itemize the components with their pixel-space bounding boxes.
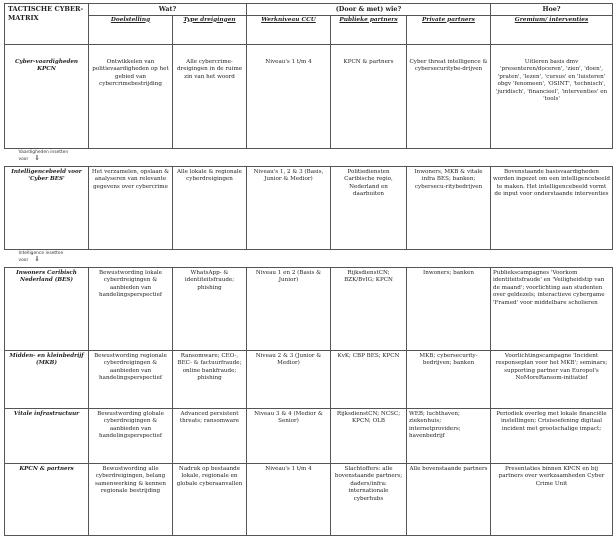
table-cell: Niveau's 1 t/m 4 — [247, 44, 331, 148]
separator-label: Vaardigheden insetten voor ⇓ — [18, 149, 69, 163]
table-cell: Politiediensten Caribische regio, Nederland en daarbuiten — [331, 166, 407, 249]
row-label: Midden- en kleinbedrijf (MKB) — [5, 350, 89, 408]
table-cell: Inwoners, MKB & vitale infra BES; banken; cybersecu-ritybedrijven — [407, 166, 491, 249]
table-cell: RijksdienstCN; BZK/BvIG; KPCN — [331, 267, 407, 350]
table-cell: RijksdienstCN; NCSC; KPCN; OLB — [331, 408, 407, 463]
table-cell: Voorlichtingscampagne 'Incident responseplan voor het MKB'; seminars; supporting partner van Europol's NoMoreRansom-initiatief — [491, 350, 613, 408]
table-cell: Nadruk op bestaande lokale, regionale en globale cyberaanvallen — [173, 463, 247, 535]
table-cell: Bovenstaande basisvaardigheden worden ingezet om een intelligencebeeld te maken. Het intelligencebeeld vormt de input voor onderstaande interventies — [491, 166, 613, 249]
column-header-private-partners: Private partners — [407, 15, 491, 44]
matrix-title: TACTISCHE CYBER- MATRIX — [5, 4, 89, 45]
table-row — [5, 463, 613, 535]
table-cell: Bewustwording globale cyberdreigingen & aanbieden van handelingsperspectief — [89, 408, 173, 463]
table-cell: KPCN & partners — [331, 44, 407, 148]
table-cell: Advanced persistent threats; ransomware — [173, 408, 247, 463]
table-cell: Bewustwording alle cyberdreigingen, belang samenwerking & kennen regionale bestrijding — [89, 463, 173, 535]
row-label: Inwoners Caribisch Nederland (BES) — [5, 267, 89, 350]
table-cell: Niveau 3 & 4 (Medior & Senior) — [247, 408, 331, 463]
table-cell: Publiekscampagnes 'Voorkom identiteitsfraude' en 'Veiligheidstip van de maand'; voorlichting aan studenten over geldezels; interactieve cybergame 'Framed' voor middelbare scholieren — [491, 267, 613, 350]
table-cell: Alle bovenstaande partners — [407, 463, 491, 535]
table-cell: Uitleren basis dmv 'presenteren/doceren', 'zien', 'doen', 'praten', 'lezen', 'cursus' en 'luisteren' obgv 'fenomeen', 'OSINT', 'technisch', 'juridisch', 'financieel', 'interventies' en 'tools' — [491, 44, 613, 148]
separator-label: Intelligence insetten voor ⇓ — [18, 250, 64, 264]
table-cell: Alle cybercrime-dreigingen in de ruime zin van het woord — [173, 44, 247, 148]
cyber-matrix-table — [4, 3, 613, 536]
table-cell: Cyber threat intelligence & cybersecuritybe-drijven — [407, 44, 491, 148]
table-cell: WEB; luchthaven; ziekenhuis; internetproviders; havenbedrijf — [407, 408, 491, 463]
table-cell: Niveau 1 en 2 (Basis & Junior) — [247, 267, 331, 350]
table-cell: WhatsApp- & identiteitsfraude; phishing — [173, 267, 247, 350]
column-header-doelstelling: Doelstelling — [89, 15, 173, 44]
row-label: Intelligencebeeld voor 'Cyber BES' — [5, 166, 89, 249]
table-row — [5, 166, 613, 249]
table-cell: Het verzamelen, opslaan & analyseren van relevante gegevens over cybercrime — [89, 166, 173, 249]
table-cell: Niveau 2 & 3 (Junior & Medior) — [247, 350, 331, 408]
column-header-gremium: Gremium/ interventies — [491, 15, 613, 44]
table-cell: Niveau's 1, 2 & 3 (Basis, Junior & Medior) — [247, 166, 331, 249]
column-header-werkniveau: Werkniveau CCU — [247, 15, 331, 44]
table-cell: Niveau's 1 t/m 4 — [247, 463, 331, 535]
table-cell: KvK; CBP BES; KPCN — [331, 350, 407, 408]
table-cell: Ransomware; CEO-, BEC- & factuurfraude; online bankfraude; phishing — [173, 350, 247, 408]
table-cell: Alle lokale & regionale cyberdreigingen — [173, 166, 247, 249]
table-cell: Ontwikkelen van politievaardigheden op het gebied van cybercrimebestrijding — [89, 44, 173, 148]
row-label: Vitale infrastructuur — [5, 408, 89, 463]
table-cell: Periodiek overleg met lokale financiële instellingen; Crisisoefening digitaal incident met grootschalige impact; — [491, 408, 613, 463]
table-cell: Presentaties binnen KPCN en bij partners over werkzaamheden Cyber Crime Unit — [491, 463, 613, 535]
row-label: Cyber-vaardigheden KPCN — [5, 44, 89, 148]
separator-row — [5, 148, 613, 166]
column-header-type-dreigingen: Type dreigingen — [173, 15, 247, 44]
header-group-how: Hoe? — [491, 4, 613, 16]
table-row — [5, 44, 613, 148]
header-group-who: (Door & met) wie? — [247, 4, 491, 16]
table-cell: Slachtoffers: alle bovenstaande partners; daders/infra: internationale cyberhubs — [331, 463, 407, 535]
table-row — [5, 267, 613, 350]
separator-row — [5, 249, 613, 267]
table-cell: Inwoners; banken — [407, 267, 491, 350]
table-row — [5, 350, 613, 408]
table-row — [5, 408, 613, 463]
table-cell: Bewustwording lokale cyberdreigingen & aanbieden van handelingsperspectief — [89, 267, 173, 350]
table-cell: Bewustwording regionale cyberdreigingen & aanbieden van handelingsperspectief — [89, 350, 173, 408]
table-cell: MKB; cybersecurity-bedrijven; banken — [407, 350, 491, 408]
arrow-down-icon: ⇓ — [34, 154, 41, 163]
header-group-what: Wat? — [89, 4, 247, 16]
arrow-down-icon: ⇓ — [34, 255, 41, 264]
column-header-publieke-partners: Publieke partners — [331, 15, 407, 44]
row-label: KPCN & partners — [5, 463, 89, 535]
